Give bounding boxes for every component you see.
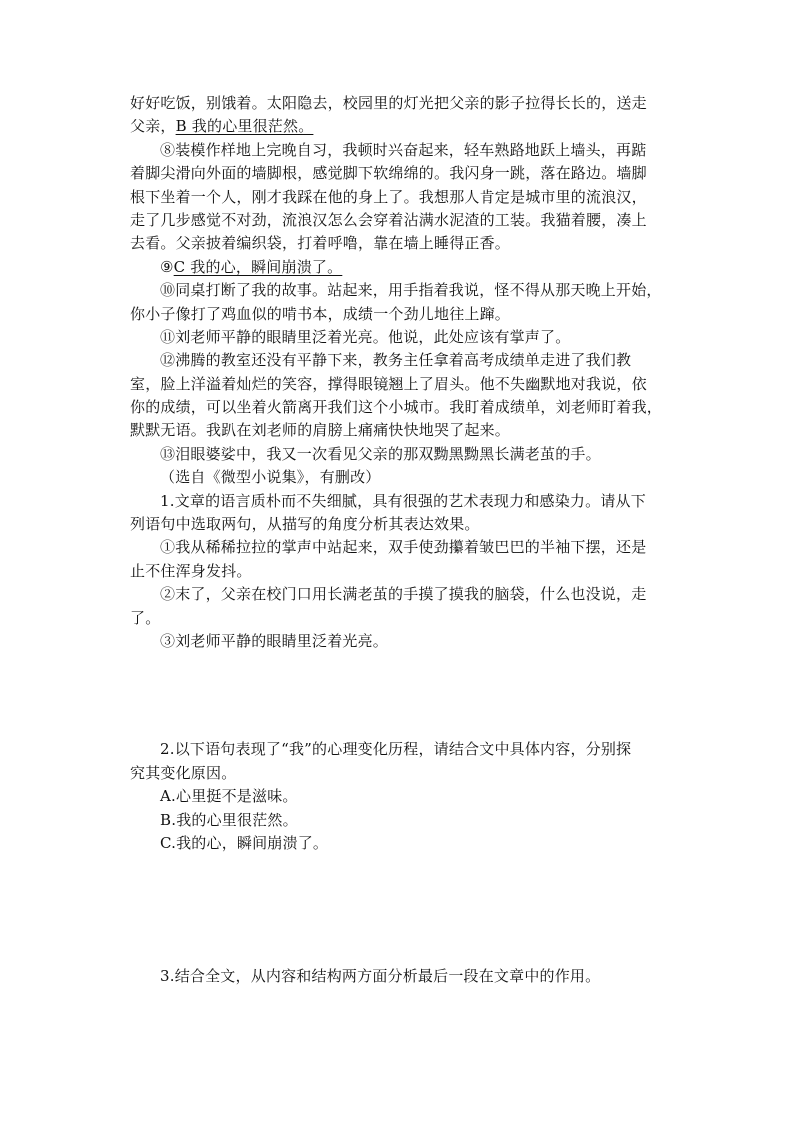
- question-1-sentence-3: ③刘老师平静的眼睛里泛着光亮。: [160, 631, 389, 650]
- source-note: （选自《微型小说集》，有删改）: [160, 468, 381, 487]
- paragraph-9: [130, 256, 674, 279]
- paragraph-7-line: [130, 115, 674, 138]
- answer-space: [130, 653, 674, 738]
- question-2-option-c: C.我的心，瞬间崩溃了。: [160, 833, 329, 852]
- question-1-stem: 列语句中选取两句，从描写的角度分析其表达效果。: [130, 515, 480, 534]
- question-1-sentence-2: 了。: [130, 608, 161, 627]
- paragraph-12-line: 默默无语。我趴在刘老师的肩膀上痛痛快快地哭了起来。: [130, 421, 511, 440]
- paragraph-8-line: 根下坐着一个人，刚才我踩在他的身上了。我想那人肯定是城市里的流浪汉，: [130, 187, 647, 206]
- underlined-sentence-c: C 我的心，瞬间崩溃了。: [173, 257, 343, 276]
- paragraph-10-line: 你小子像打了鸡血似的啃书本，成绩一个劲儿地往上蹿。: [130, 304, 511, 323]
- paragraph-12-line: 室，脸上洋溢着灿烂的笑容，撑得眼镜翘上了眉头。他不失幽默地对我说，依: [130, 374, 647, 393]
- question-1-stem: 1.文章的语言质朴而不失细腻，具有很强的艺术表现力和感染力。请从下: [160, 491, 646, 510]
- question-2-option-a: A.心里挺不是滋味。: [160, 787, 298, 806]
- question-3: 3.结合全文，从内容和结构两方面分析最后一段在文章中的作用。: [160, 967, 601, 986]
- paragraph-8-line: 着脚尖滑向外面的墙脚根，感觉脚下软绵绵的。我闪身一跳，落在路边。墙脚: [130, 164, 647, 183]
- question-1-sentence-2: ②末了，父亲在校门口用长满老茧的手摸了摸我的脑袋，什么也没说，走: [160, 585, 647, 604]
- answer-space: [130, 855, 674, 965]
- paragraph-12-line: ⑫沸腾的教室还没有平静下来，教务主任拿着高考成绩单走进了我们教: [160, 351, 632, 370]
- question-1-sentence-1: 止不住浑身发抖。: [130, 561, 252, 580]
- text-span: 父亲，: [130, 117, 176, 136]
- paragraph-11: ⑪刘老师平静的眼睛里泛着光亮。他说，此处应该有掌声了。: [160, 327, 571, 346]
- paragraph-8-line: 走了几步感觉不对劲，流浪汉怎么会穿着沾满水泥渣的工装。我猫着腰，凑上: [130, 210, 647, 229]
- document-page: [130, 92, 674, 989]
- paragraph-8-line: ⑧装模作样地上完晚自习，我顿时兴奋起来，轻车熟路地跃上墙头，再踮: [160, 140, 647, 159]
- question-1-sentence-1: ①我从稀稀拉拉的掌声中站起来，双手使劲攥着皱巴巴的半袖下摆，还是: [160, 538, 647, 557]
- question-2-stem: 究其变化原因。: [130, 763, 237, 782]
- question-2-stem: 2.以下语句表现了“我”的心理变化历程，请结合文中具体内容，分别探: [160, 740, 632, 759]
- paragraph-7-line: 好好吃饭，别饿着。太阳隐去，校园里的灯光把父亲的影子拉得长长的，送走: [130, 94, 647, 112]
- underlined-sentence-b: B 我的心里很茫然。: [175, 117, 314, 136]
- paragraph-8-line: 去看。父亲披着编织袋，打着呼噜，靠在墙上睡得正香。: [130, 234, 511, 253]
- paragraph-10-line: ⑩同桌打断了我的故事。站起来，用手指着我说，怪不得从那天晚上开始，: [160, 281, 662, 300]
- paragraph-number: ⑨: [160, 257, 174, 276]
- paragraph-12-line: 你的成绩，可以坐着火箭离开我们这个小城市。我盯着成绩单，刘老师盯着我，: [130, 398, 663, 417]
- paragraph-13: ⑬泪眼婆娑中，我又一次看见父亲的那双黝黑黝黑长满老茧的手。: [160, 444, 601, 463]
- question-2-option-b: B.我的心里很茫然。: [160, 810, 298, 829]
